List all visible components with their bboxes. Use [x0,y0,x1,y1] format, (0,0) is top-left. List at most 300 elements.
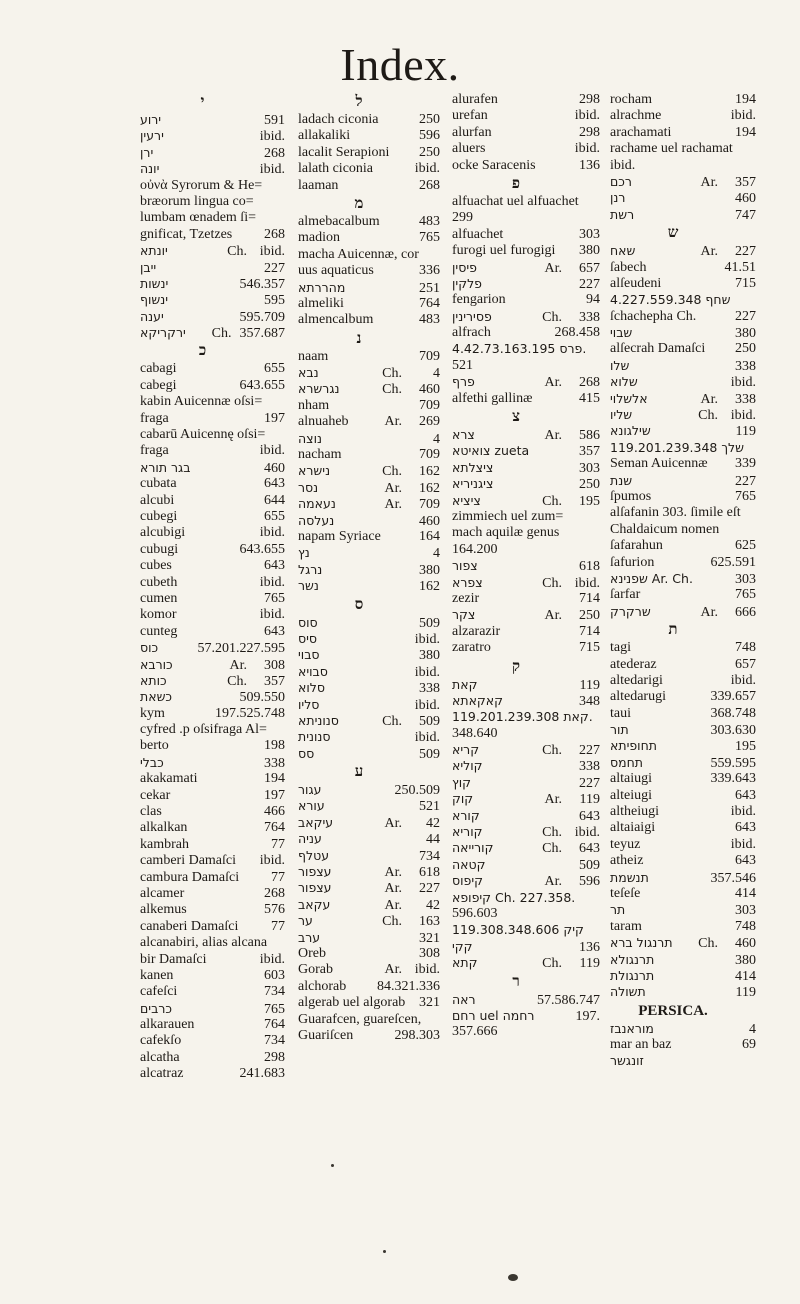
entry-term: תנשמת [610,869,649,885]
index-entry [452,693,600,709]
entry-page-ref: 643.655 [239,377,285,393]
entry-term: פרס 4.42.73.163.195. [452,341,587,357]
entry-term: נשר [298,578,319,594]
index-entry [452,292,600,308]
entry-page-ref: ibid. [730,836,756,852]
index-entry [140,788,285,804]
entry-term: שליו [610,407,633,423]
entry-page-ref: 709 [419,397,440,413]
entry-term: רנן [610,190,626,206]
index-entry [298,946,440,962]
entry-page-ref: 595 [264,293,285,309]
entry-page-ref: 748 [735,640,756,656]
entry-term: alurafen [452,92,498,107]
entry-term: alchorab [298,978,347,994]
entry-page-ref: 4 [433,431,440,447]
entry-term: alcanabiri, alias alcana [140,935,268,951]
index-entry [452,624,600,640]
index-entry [610,243,756,259]
index-entry [140,145,285,161]
entry-page-ref: 596 [419,128,440,144]
index-entry [610,571,756,587]
entry-term: סיס [298,630,318,646]
entry-page-ref: 644 [264,492,285,508]
index-entry [298,447,440,463]
entry-term: alnuaheb [298,414,349,430]
index-entry [140,493,285,509]
entry-page-ref: 643 [579,808,600,824]
index-entry [298,831,440,847]
entry-term: alurfan [452,124,492,140]
entry-language-mark: Ar. [700,604,718,620]
entry-language-mark: Ar. [544,260,562,276]
index-entry [298,979,440,995]
entry-page-ref: 339 [735,456,756,472]
entry-page-ref: 163 [419,914,440,930]
entry-term: שפנינא Ar. Ch. [610,570,693,586]
index-entry [298,664,440,680]
entry-term: cumen [140,590,178,606]
ink-dot [331,1164,334,1167]
index-entry [452,125,600,141]
index-entry [452,955,600,971]
entry-language-mark: Ar. [384,480,402,496]
entry-page-ref: 94 [586,292,600,308]
entry-page-ref: ibid. [414,161,440,177]
entry-page-ref: 338 [419,681,440,697]
entry-page-ref: ibid. [259,853,285,869]
index-entry [140,260,285,276]
index-entry [610,473,756,489]
entry-page-ref: ibid. [259,244,285,260]
entry-term: אלשלוי [610,390,648,406]
section-letter-heading: צ [512,409,520,426]
section-letter-heading: ת [668,622,678,639]
index-entry [452,358,600,374]
index-entry [140,738,285,754]
entry-page-ref: 380 [419,648,440,664]
index-entry [298,280,440,296]
entry-language-mark: Ch. [211,326,232,342]
entry-page-ref: 194 [264,771,285,787]
index-entry [452,808,600,824]
entry-term: קקי [452,938,473,954]
entry-page-ref: 303.630 [710,723,756,739]
entry-page-ref: 57.586.747 [537,992,600,1008]
index-entry [140,689,285,705]
index-entry [610,125,756,141]
entry-page-ref: 308 [419,945,440,961]
entry-term: lacalit Serapioni [298,144,390,160]
index-entry [298,782,440,798]
entry-page-ref: 546.357 [239,276,285,292]
entry-term: עצפור [298,864,332,880]
entry-page-ref: 227 [579,743,600,759]
entry-page-ref: 764 [264,1017,285,1033]
index-entry [298,312,440,328]
entry-term: נעאמה [298,496,336,512]
index-entry [610,902,756,918]
index-entry [610,456,756,472]
entry-term: kambrah [140,836,189,852]
index-entry [452,939,600,955]
entry-term: כוס [140,640,159,656]
entry-page-ref: 625 [735,538,756,554]
index-entry [140,243,285,259]
entry-term: ינשוף [140,292,169,308]
index-entry [298,798,440,814]
entry-page-ref: 715 [579,640,600,656]
index-entry [298,1012,440,1028]
index-entry [140,755,285,771]
entry-page-ref: 227 [579,276,600,292]
entry-page-ref: 136 [579,939,600,955]
entry-term: napam Syriace [298,528,381,544]
entry-page-ref: 321 [419,930,440,946]
entry-page-ref: ibid. [259,129,285,145]
entry-term: קורייאה [452,840,494,856]
entry-term: tagi [610,640,631,656]
entry-term: teſeſe [610,885,641,901]
index-entry [298,161,440,177]
index-entry [452,677,600,693]
entry-term: קיפוס [452,873,483,889]
entry-page-ref: 298 [579,124,600,140]
section-letter-heading: ש [667,225,679,242]
entry-page-ref: 195 [735,739,756,755]
index-entry [452,857,600,873]
entry-term: furogi uel furogigi [452,243,556,259]
index-entry [452,341,600,357]
entry-page-ref: 380 [579,243,600,259]
entry-page-ref: 734 [264,984,285,1000]
index-entry [452,276,600,292]
entry-term: נעלסה [298,512,335,528]
entry-page-ref: 4 [749,1021,756,1037]
entry-term: תרנגולת [610,967,655,983]
entry-page-ref: 596 [579,874,600,890]
entry-term: cyfred .p oſsifraga Al= [140,722,267,738]
entry-term: alcatraz [140,1066,184,1082]
entry-term: zimmiech uel zum= [452,508,564,524]
entry-term: עיקאב [298,814,334,830]
index-entry [140,771,285,787]
entry-term: ladach ciconia [298,112,379,127]
entry-term: clas [140,804,162,820]
entry-term: קתא [452,955,478,971]
entry-language-mark: Ar. [384,962,402,978]
index-entry [298,897,440,913]
entry-term: סנוניתא [298,712,339,728]
entry-term: קאקאתא [452,692,504,708]
index-entry [452,758,600,774]
index-entry [452,460,600,476]
index-entry [610,358,756,374]
index-entry [140,1033,285,1049]
index-entry [140,820,285,836]
entry-language-mark: Ch. [542,841,562,857]
entry-term: פלקין [452,275,482,291]
index-entry [610,738,756,754]
entry-term: Gorab [298,962,333,978]
index-entry [140,886,285,902]
entry-term: מוראנבז [610,1020,654,1036]
index-entry [298,631,440,647]
entry-page-ref: 357.546 [710,870,756,886]
index-entry [298,913,440,929]
index-entry [298,864,440,880]
entry-term: ייבן [140,259,157,275]
entry-page-ref: 250.509 [394,783,440,799]
index-entry [298,962,440,978]
entry-term: zezir [452,590,480,606]
index-entry [298,562,440,578]
entry-page-ref: 618 [419,865,440,881]
entry-term: שילגונא [610,423,651,439]
entry-term: alkemus [140,902,187,918]
entry-term: alfethi gallinæ [452,390,533,406]
index-entry [140,984,285,1000]
entry-page-ref: 586 [579,428,600,444]
entry-term: צואיטא zueta [452,443,530,459]
entry-page-ref: 368.748 [710,705,756,721]
entry-term: almebacalbum [298,213,380,229]
entry-page-ref: 509.550 [239,690,285,706]
entry-page-ref: 268 [264,145,285,161]
index-entry [610,673,756,689]
entry-language-mark: Ch. [227,673,247,689]
entry-page-ref: 194 [735,124,756,140]
entry-page-ref: 415 [579,390,600,406]
index-entry [140,194,285,210]
entry-page-ref: 625.591 [710,554,756,570]
index-entry [610,689,756,705]
entry-term: סבוי [298,647,320,663]
entry-page-ref: 509 [579,857,600,873]
entry-page-ref: ibid. [414,631,440,647]
index-entry [610,374,756,390]
entry-language-mark: Ch. [698,408,718,424]
entry-term: סנונית [298,729,331,745]
entry-language-mark: Ar. [544,375,562,391]
entry-term: cafeſci [140,984,178,1000]
entry-page-ref: 77 [271,869,285,885]
index-entry [452,374,600,390]
entry-term: קוליא [452,758,483,774]
entry-language-mark: Ar. [700,174,718,190]
index-entry [298,746,440,762]
entry-term: ירן [140,144,154,160]
entry-term: cubegi [140,508,178,524]
section-letter-heading: ר [512,973,520,990]
index-entry [140,178,285,194]
entry-term: שלוא [610,374,638,390]
entry-term: alcubi [140,492,175,508]
entry-page-ref: 119 [735,424,756,440]
entry-term: זונגשר [610,1053,644,1069]
entry-page-ref: 303 [579,460,600,476]
entry-term: ſabech [610,259,647,275]
index-column [452,92,600,1041]
index-entry [298,1028,440,1044]
index-entry [610,771,756,787]
index-entry [610,538,756,554]
entry-language-mark: Ch. [542,309,562,325]
index-entry [610,391,756,407]
entry-page-ref: 119 [579,792,600,808]
entry-page-ref: 268 [264,226,285,242]
index-entry [298,381,440,397]
index-entry [452,108,600,124]
index-entry [452,325,600,341]
entry-page-ref: 162 [419,464,440,480]
index-entry [140,210,285,226]
index-entry [610,1053,756,1069]
entry-term: gnificat, Tzetzes [140,226,233,242]
entry-term: οὐνὰ Syrorum & He= [140,177,263,193]
entry-term: כורבא [140,656,173,672]
entry-term: נגרשרא [298,381,340,397]
entry-page-ref: 269 [419,414,440,430]
entry-page-ref: 483 [419,312,440,328]
entry-term: alcamer [140,885,185,901]
entry-language-mark: Ch. [542,493,562,509]
entry-term: fraga [140,410,169,426]
entry-page-ref: 380 [735,326,756,342]
entry-term: יענה [140,308,164,324]
entry-language-mark: Ch. [382,382,402,398]
index-entry [610,1037,756,1053]
entry-page-ref: 77 [271,918,285,934]
index-entry [140,624,285,640]
index-entry [610,837,756,853]
entry-page-ref: 380 [735,952,756,968]
entry-page-ref: 747 [735,207,756,223]
index-entry [298,697,440,713]
entry-page-ref: 303 [579,226,600,242]
entry-page-ref: 643 [735,853,756,869]
entry-term: נסר [298,479,319,495]
entry-page-ref: 227 [735,244,756,260]
entry-term: akakamati [140,771,198,787]
entry-term: קריא [452,742,480,758]
entry-term: רכם [610,173,632,189]
entry-term: cabarū Auicennę oſsi= [140,427,266,443]
page-title: Index. [340,39,460,90]
index-entry [610,207,756,223]
entry-page-ref: 198 [264,738,285,754]
index-entry [610,325,756,341]
index-entry [140,919,285,935]
entry-page-ref: 227 [735,308,756,324]
index-entry [452,1008,600,1024]
index-entry [140,870,285,886]
entry-term: altaiugi [610,771,652,787]
section-letter-heading: נ [356,330,362,347]
entry-page-ref: ibid. [259,443,285,459]
index-entry [452,509,600,525]
index-entry [452,640,600,656]
entry-page-ref: 643 [264,558,285,574]
entry-language-mark: Ar. [544,874,562,890]
index-entry [298,365,440,381]
entry-term: almencalbum [298,312,374,328]
entry-language-mark: Ar. [384,414,402,430]
entry-term: מהררתא [298,279,346,295]
index-entry [140,309,285,325]
index-entry [452,709,600,725]
section-letter-heading: פ [511,175,521,192]
entry-language-mark: Ch. [382,464,402,480]
index-entry [140,804,285,820]
entry-term: צרא [452,427,475,443]
index-entry [140,853,285,869]
index-entry [298,815,440,831]
entry-term: קוריא [452,824,483,840]
entry-term: berto [140,738,169,754]
entry-page-ref: 643 [579,841,600,857]
entry-page-ref: ibid. [414,730,440,746]
entry-page-ref: 666 [735,604,756,620]
entry-page-ref: 227 [419,881,440,897]
entry-term: עניה [298,831,322,847]
entry-term: kanen [140,967,174,983]
entry-page-ref: 765 [735,488,756,504]
index-entry [610,722,756,738]
index-entry [452,726,600,742]
entry-term: zaratro [452,640,491,656]
entry-term: atederaz [610,656,657,672]
entry-page-ref: 162 [419,480,440,496]
entry-term: קאת [452,676,478,692]
index-entry [298,848,440,864]
index-entry [140,558,285,574]
entry-language-mark: Ar. [544,428,562,444]
entry-page-ref: 414 [735,968,756,984]
index-entry [610,190,756,206]
entry-page-ref: 298 [264,1049,285,1065]
entry-term: alkarauen [140,1017,195,1033]
index-entry [452,227,600,243]
entry-term: bræorum lingua co= [140,193,254,209]
index-entry [452,443,600,459]
index-entry [452,243,600,259]
entry-term: עגור [298,782,322,798]
index-entry [610,555,756,571]
entry-page-ref: 250 [419,112,440,127]
entry-page-ref: 197 [264,787,285,803]
entry-page-ref: 715 [735,275,756,291]
entry-term: תר [610,902,626,918]
entry-page-ref: 119 [579,677,600,693]
entry-page-ref: 483 [419,213,440,229]
entry-term: naam [298,348,329,364]
index-entry [298,680,440,696]
entry-page-ref: 69 [742,1037,756,1053]
index-column [610,92,756,1070]
entry-term: kabin Auicennæ oſsi= [140,394,263,410]
entry-term: cubata [140,476,177,492]
index-entry [452,575,600,591]
entry-page-ref: ibid. [574,575,600,591]
index-entry [452,824,600,840]
entry-page-ref: ibid. [259,574,285,590]
entry-term: altedarigi [610,672,663,688]
index-entry [610,604,756,620]
index-entry [452,992,600,1008]
index-entry [610,657,756,673]
entry-term: ירעין [140,128,164,144]
